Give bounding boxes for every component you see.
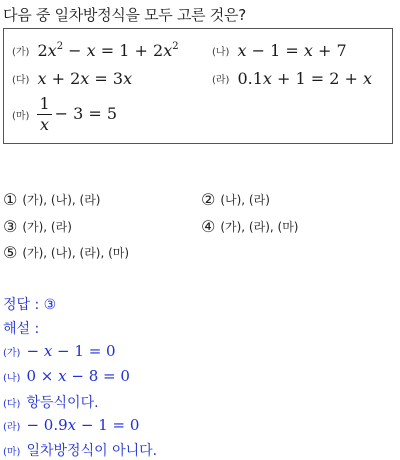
marker-da: (다) <box>12 75 30 86</box>
equation-ga <box>12 41 179 60</box>
explanation-label: 해설 : <box>3 321 40 337</box>
choice-5[interactable] <box>3 243 129 262</box>
explanation-da <box>3 392 99 412</box>
choice-number: ① <box>3 190 18 209</box>
marker-ma: (마) <box>12 111 30 122</box>
choice-3[interactable] <box>3 217 72 236</box>
explanation-ga <box>3 342 116 360</box>
explanation-heading <box>3 318 39 338</box>
choice-number: ② <box>201 190 216 209</box>
choice-text: (가), (나), (라), (마) <box>22 246 130 260</box>
equation-ga-math: $2x^2 - x = 1 + 2x^2$ <box>37 41 179 60</box>
choice-text: (가), (라) <box>22 220 72 234</box>
choice-number: ③ <box>3 217 18 236</box>
choice-1[interactable] <box>3 190 100 209</box>
choice-number: ④ <box>201 217 216 236</box>
equation-da <box>12 69 132 88</box>
answer-line <box>3 294 56 314</box>
choice-text: (가), (나), (라) <box>22 193 101 207</box>
choice-text: (나), (라) <box>220 193 270 207</box>
explanation-math: 0 × x − 8 = 0 <box>26 367 130 385</box>
question-text: 다음 중 일차방정식을 모두 고른 것은? <box>3 6 246 24</box>
explanation-ma <box>3 440 157 460</box>
explanation-marker: (다) <box>3 398 21 410</box>
choice-2[interactable] <box>201 190 270 209</box>
equation-da-math: x + 2x = 3x <box>37 69 133 88</box>
explanation-marker: (나) <box>3 372 21 384</box>
fraction: $\frac{1}{x}$ <box>39 94 50 134</box>
explanation-text: 항등식이다. <box>26 395 99 411</box>
explanation-na <box>3 367 130 385</box>
equation-ma-math: $\frac{1}{x}$ − 3 = 5 <box>39 94 118 134</box>
choice-number: ⑤ <box>3 243 18 262</box>
explanation-ra <box>3 416 139 434</box>
explanation-marker: (가) <box>3 347 21 359</box>
answer-label: 정답 : ③ <box>3 297 57 313</box>
choice-4[interactable] <box>201 217 298 236</box>
equation-ra-math: 0.1x + 1 = 2 + x <box>237 69 373 88</box>
explanation-marker: (마) <box>3 446 21 458</box>
explanation-text: 일차방정식이 아니다. <box>26 443 158 459</box>
explanation-marker: (라) <box>3 421 21 433</box>
equation-na-math: x − 1 = x + 7 <box>237 41 347 60</box>
equation-ra <box>212 69 372 88</box>
marker-ga: (가) <box>12 47 30 58</box>
explanation-math: − 0.9x − 1 = 0 <box>26 416 140 434</box>
marker-na: (나) <box>212 47 230 58</box>
equation-box <box>3 28 393 144</box>
marker-ra: (라) <box>212 75 230 86</box>
choice-text: (가), (라), (마) <box>220 220 299 234</box>
equation-na <box>212 41 347 60</box>
explanation-math: − x − 1 = 0 <box>26 342 116 360</box>
equation-ma <box>12 95 117 134</box>
